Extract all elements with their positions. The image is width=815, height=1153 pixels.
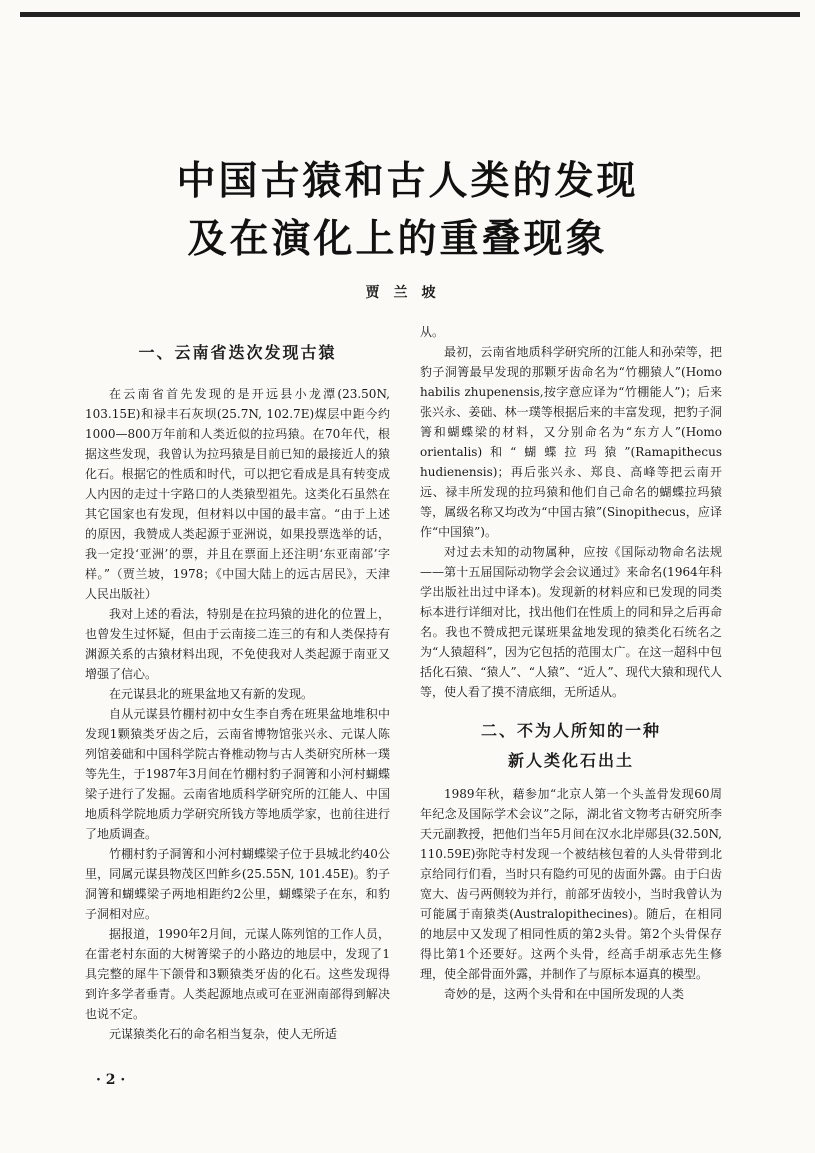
left-paragraph: 元谋猿类化石的命名相当复杂，使人无所适: [109, 1027, 338, 1041]
left-paragraph: 据报道，1990年2月间，元谋人陈列馆的工作人员，在雷老村东面的大树箐梁子的小路边的地层中，发现了1具完整的犀牛下颌骨和3颗猿类牙齿的化石。这些发现得到许多学者垂青。人类起源地点或可在亚洲南部得到解决也说不定。: [85, 927, 390, 1021]
left-paragraph: 在元谋县北的班果盆地又有新的发现。: [109, 687, 314, 701]
page-number: · 2 ·: [96, 1072, 126, 1088]
article-title-line2: 及在演化上的重叠现象: [187, 217, 608, 262]
top-rule: [20, 12, 800, 17]
right-continuation: 从。: [420, 325, 445, 339]
left-paragraph: 在云南省首先发现的是开远县小龙潭(23.50N, 103.15E)和禄丰石灰坝(25.7N, 102.7E)煤层中距今约1000—800万年前和人类近似的拉玛猿。在70年代，根据这些发现，我曾认为拉玛猿是目前已知的最接近人的猿化石。根据它的性质和时代，可以把它看成是具有转变成人内因的走过十字路口的人类猿型祖先。这类化石虽然在其它国家也有发现，但材料以中国的最丰富。“由于上述的原因，我赞成人类起源于亚洲说，如果投票选举的话，我一定投‘亚洲’的票，并且在票面上还注明‘东亚南部’字样。”（贾兰坡，1978；《中国大陆上的远古居民》，天津人民出版社）: [85, 387, 390, 601]
left-paragraph: 竹棚村豹子洞箐和小河村蝴蝶梁子位于县城北约40公里，同属元谋县物茂区凹鲊乡(25.55N, 101.45E)。豹子洞箐和蝴蝶梁子两地相距约2公里，蝴蝶梁子在东，和豹子洞相对应。: [85, 847, 390, 921]
right-column: [420, 322, 722, 1004]
section1-heading: 一、云南省迭次发现古猿: [138, 343, 337, 362]
author: 贾兰坡: [365, 285, 450, 301]
right-paragraph: 最初，云南省地质科学研究所的江能人和孙荣等，把豹子洞箐最早发现的那颗牙齿命名为“竹棚猿人”(Homo habilis zhupenensis,按字意应译为“竹棚能人”)；后来张兴永、姜础、林一璞等根据后来的丰富发现，把豹子洞箐和蝴蝶梁的材料，又分别命名为“东方人”(Homo orientalis)和“蝴蝶拉玛猿”(Ramapithecus hudienensis)；再后张兴永、郑良、高峰等把云南开远、禄丰所发现的拉玛猿和他们自己命名的蝴蝶拉玛猿等，属级名称又均改为“中国古猿”(Sinopithecus，应译作“中国猿”)。: [420, 345, 722, 539]
section2-heading-line1: 二、不为人所知的一种: [480, 721, 661, 740]
right-paragraph: 对过去未知的动物属种，应按《国际动物命名法规——第十五届国际动物学会会议通过》来命名(1964年科学出版社出过中译本)。发现新的材料应和已发现的同类标本进行详细对比，找出他们在性质上的同和异之后再命名。我也不赞成把元谋班果盆地发现的猿类化石统名之为“人猿超科”，因为它包括的范围太广。在这一超科中包括化石猿、“猿人”、“人猿”、“近人”、现代大猿和现代人等，使人看了摸不清底细，无所适从。: [420, 545, 722, 699]
article-title-line1: 中国古猿和古人类的发现: [176, 159, 639, 204]
section2-paragraph: 奇妙的是，这两个头骨和在中国所发现的人类: [444, 987, 685, 1001]
section2-heading-line2: 新人类化石出土: [507, 751, 634, 770]
left-paragraph: 自从元谋县竹棚村初中女生李自秀在班果盆地堆积中发现1颗猿类牙齿之后，云南省博物馆张兴永、元谋人陈列馆姜础和中国科学院古脊椎动物与古人类研究所林一璞等先生，于1987年3月间在竹棚村豹子洞箐和小河村蝴蝶梁子进行了发掘。云南省地质科学研究所的江能人、中国地质科学院地质力学研究所钱方等地质学家，也前往进行了地质调查。: [85, 707, 390, 841]
left-paragraph: 我对上述的看法，特别是在拉玛猿的进化的位置上，也曾发生过怀疑，但由于云南接二连三的有和人类保持有渊源关系的古猿材料出现，不免使我对人类起源于南亚又增强了信心。: [85, 607, 390, 681]
section2-paragraph: 1989年秋，藉参加“北京人第一个头盖骨发现60周年纪念及国际学术会议”之际，湖北省文物考古研究所李天元副教授，把他们当年5月间在汉水北岸郧县(32.50N, 110.59E)弥陀寺村发现一个被结核包着的人头骨带到北京给同行们看，当时只有隐约可见的齿面外露。由于臼齿宽大、齿弓两侧较为并行，前部牙齿较小，当时我曾认为可能属于南猿类(Australopithecines)。随后，在相同的地层中又发现了相同性质的第2头骨。第2个头骨保存得比第1个还要好。这两个头骨，经高手胡承志先生修理，使全部骨面外露，并制作了与原标本逼真的模型。: [420, 787, 722, 981]
left-column: [85, 332, 390, 1044]
